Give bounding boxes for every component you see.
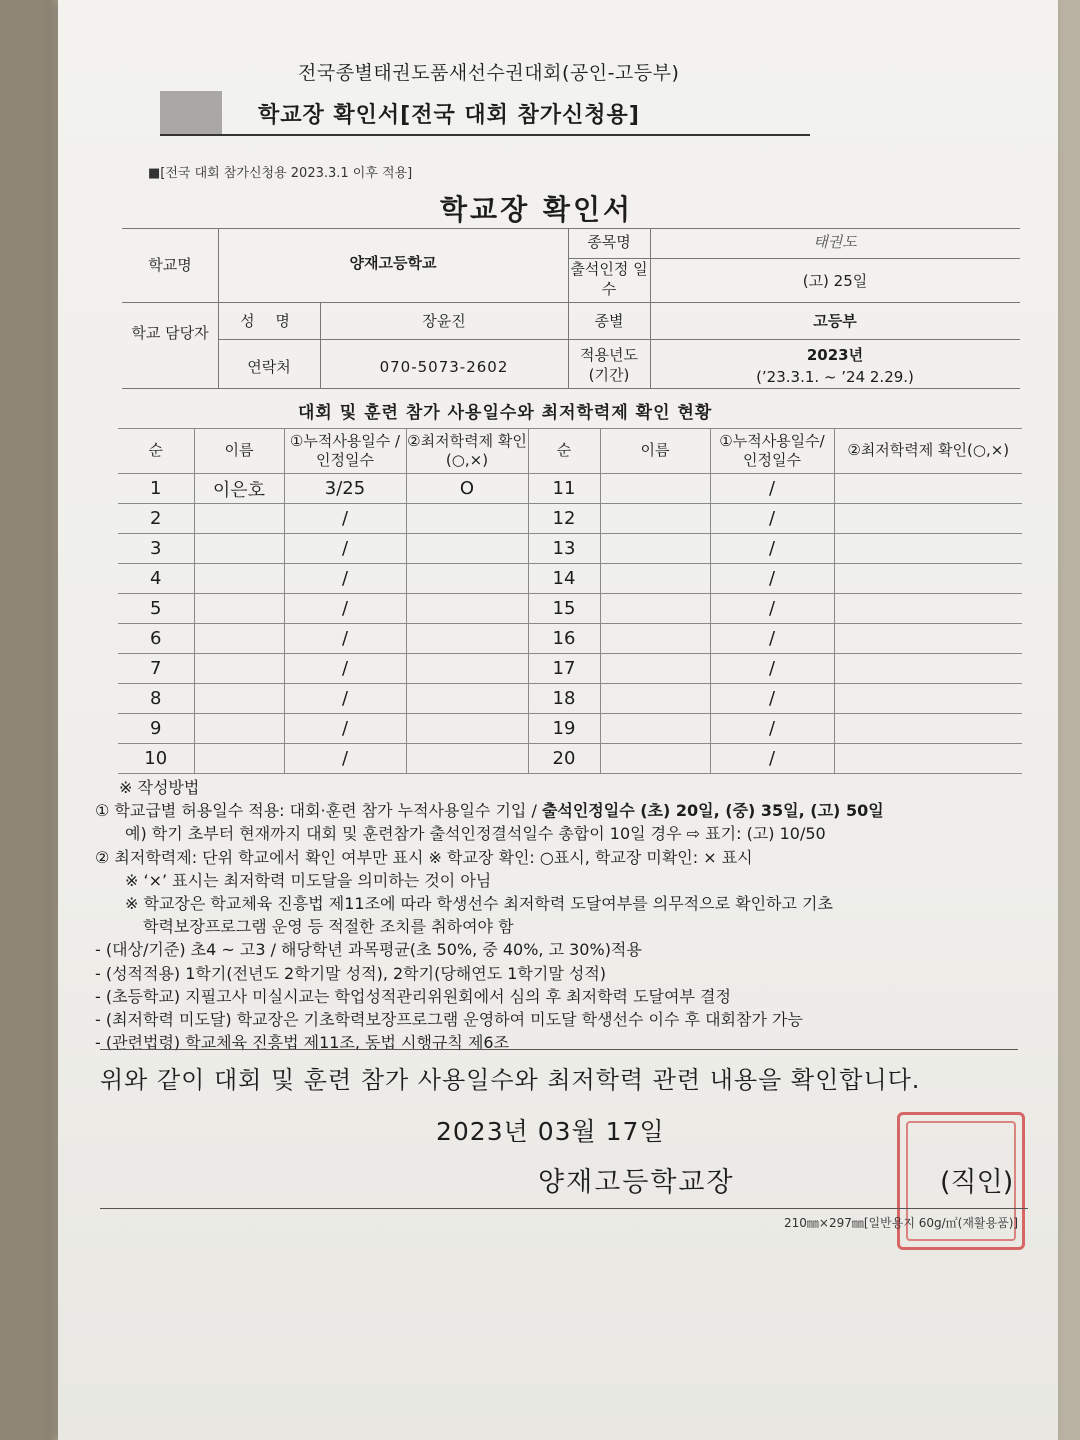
academic-check-right [834,744,1022,774]
athlete-name-right [600,474,710,504]
roster-header-row [118,429,1022,474]
academic-check-right [834,504,1022,534]
row-number-left: 2 [118,504,194,534]
table-row [118,714,1022,744]
athlete-name-left [194,744,284,774]
detail-1: - (대상/기준) 초4 ~ 고3 / 해당학년 과목평균(초 50%, 중 40%, 고 30%)적용 [95,940,642,960]
notes-divider [100,1049,1018,1050]
notice-line: ■[전국 대회 참가신청용 2023.3.1 이후 적용] [148,166,413,181]
used-days-left: / [284,594,406,624]
academic-check-right [834,594,1022,624]
detail-2: - (성적적용) 1학기(전년도 2학기말 성적), 2학기(당해연도 1학기말 성적) [95,963,607,983]
academic-check-right [834,654,1022,684]
seal-label: (직인) [940,1167,1014,1198]
row-number-left: 9 [118,714,194,744]
header-days-1: ①누적사용일수 /인정일수 [284,429,406,474]
confirmation-statement: 위와 같이 대회 및 훈련 참가 사용일수와 최저학력 관련 내용을 확인합니다. [100,1066,921,1094]
athlete-name-left [194,654,284,684]
academic-check-right [834,474,1022,504]
event-value: 태권도 [813,233,857,251]
athlete-name-left [194,534,284,564]
header-name-1: 이름 [194,429,284,474]
athlete-name-right [600,624,710,654]
year-value: 2023년 [806,346,864,364]
note-1c: 예) 학기 초부터 현재까지 대회 및 훈련참가 출석인정결석일수 총합이 10일 경우 ⇨ 표기: (고) 10/50 [125,824,826,844]
used-days-left: / [284,744,406,774]
name-value: 장윤진 [422,312,466,330]
row-number-right: 20 [528,744,600,774]
division-value: 고등부 [813,312,857,330]
row-number-right: 18 [528,684,600,714]
note-1a: ① 학교급별 허용일수 적용: 대회·훈련 참가 누적사용일수 기입 / [95,801,542,821]
row-number-left: 8 [118,684,194,714]
note-3: ※ ‘×’ 표시는 최저학력 미도달을 의미하는 것이 아님 [125,870,492,890]
note-1b: 출석인정일수 (초) 20일, (중) 35일, (고) 50일 [541,801,884,821]
competition-title: 전국종별태권도품새선수권대회(공인-고등부) [298,62,680,84]
academic-check-left: O [406,474,528,504]
row-number-left: 7 [118,654,194,684]
detail-5: - (관련법령) 학교체육 진흥법 제11조, 동법 시행규칙 제6조 [95,1033,510,1053]
header-name-2: 이름 [600,429,710,474]
used-days-right: / [710,534,834,564]
table-row [118,564,1022,594]
used-days-right: / [710,594,834,624]
note-4b: 학력보장프로그램 운영 등 적절한 조치를 취하여야 함 [143,917,514,937]
academic-check-right [834,714,1022,744]
athlete-name-right [600,504,710,534]
row-number-left: 4 [118,564,194,594]
header-no-2: 순 [528,429,600,474]
school-name-value: 양재고등학교 [349,254,437,272]
note-4a: ※ 학교장은 학교체육 진흥법 제11조에 따라 학생선수 최저학력 도달여부를 의무적으로 확인하고 기초 [125,894,833,914]
issue-date: 2023년 03월 17일 [436,1117,665,1146]
athlete-name-right [600,684,710,714]
row-number-left: 10 [118,744,194,774]
academic-check-left [406,744,528,774]
table-row [118,594,1022,624]
academic-check-left [406,714,528,744]
academic-check-right [834,534,1022,564]
academic-check-right [834,564,1022,594]
contact-person-label: 학교 담당자 [131,324,209,342]
athlete-name-left [194,714,284,744]
athlete-name-left [194,624,284,654]
used-days-right: / [710,654,834,684]
academic-check-left [406,594,528,624]
notes-heading: ※ 작성방법 [119,778,200,797]
row-number-left: 3 [118,534,194,564]
header-check-2: ②최저학력제 확인(○,×) [834,429,1022,474]
form-number-box [160,91,222,135]
header-days-2: ①누적사용일수/ 인정일수 [710,429,834,474]
name-label: 성 명 [240,312,298,330]
used-days-right: / [710,714,834,744]
used-days-right: / [710,564,834,594]
row-number-right: 11 [528,474,600,504]
athlete-name-right [600,534,710,564]
table-row [118,504,1022,534]
used-days-right: / [710,474,834,504]
athlete-name-left [194,564,284,594]
roster-table [118,428,1022,774]
used-days-right: / [710,684,834,714]
academic-check-right [834,624,1022,654]
row-number-right: 19 [528,714,600,744]
table-row [118,534,1022,564]
section-title: 대회 및 훈련 참가 사용일수와 최저학력제 확인 현황 [298,403,713,423]
used-days-left: / [284,624,406,654]
used-days-left: 3/25 [284,474,406,504]
academic-check-left [406,534,528,564]
school-name-label: 학교명 [148,256,192,274]
used-days-left: / [284,684,406,714]
row-number-right: 15 [528,594,600,624]
used-days-left: / [284,714,406,744]
phone-value: 070-5073-2602 [379,358,509,376]
academic-check-left [406,504,528,534]
note-2: ② 최저학력제: 단위 학교에서 확인 여부만 표시 ※ 학교장 확인: ○표시, 학교장 미확인: × 표시 [95,847,753,867]
academic-check-left [406,564,528,594]
header-no-1: 순 [118,429,194,474]
paper-spec: 210㎜×297㎜[일반용지 60g/㎡(재활용품)] [784,1216,1019,1230]
athlete-name-left [194,684,284,714]
row-number-left: 1 [118,474,194,504]
form-subtitle: 학교장 확인서[전국 대회 참가신청용] [258,103,640,128]
phone-label: 연락처 [247,358,291,376]
academic-check-right [834,684,1022,714]
row-number-right: 13 [528,534,600,564]
athlete-name-right [600,594,710,624]
table-row [118,654,1022,684]
header-check-1: ②최저학력제 확인(○,×) [406,429,528,474]
row-number-right: 14 [528,564,600,594]
athlete-name-right [600,654,710,684]
athlete-name-left [194,504,284,534]
used-days-left: / [284,654,406,684]
academic-check-left [406,654,528,684]
athlete-name-right [600,714,710,744]
used-days-left: / [284,504,406,534]
row-number-right: 12 [528,504,600,534]
used-days-left: / [284,534,406,564]
used-days-left: / [284,564,406,594]
event-label: 종목명 [587,233,631,251]
academic-check-left [406,624,528,654]
academic-check-left [406,684,528,714]
attendance-label: 출석인정 일수 [570,260,648,298]
table-row [118,474,1022,504]
used-days-right: / [710,744,834,774]
year-label: 적용년도 (기간) [580,346,638,384]
athlete-name-left: 이은호 [194,474,284,504]
athlete-name-right [600,744,710,774]
table-row [118,684,1022,714]
detail-3: - (초등학교) 지필고사 미실시교는 학업성적관리위원회에서 심의 후 최저학력 도달여부 결정 [95,986,731,1006]
principal-title: 양재고등학교장 [538,1167,735,1198]
instructions [95,776,1025,1054]
period-value: (’23.3.1. ~ ’24 2.29.) [756,368,914,386]
row-number-right: 17 [528,654,600,684]
used-days-right: / [710,504,834,534]
bottom-divider [100,1208,1028,1209]
header-divider [160,134,810,136]
used-days-right: / [710,624,834,654]
row-number-left: 5 [118,594,194,624]
athlete-name-left [194,594,284,624]
row-number-right: 16 [528,624,600,654]
athlete-name-right [600,564,710,594]
document-title: 학교장 확인서 [440,193,634,226]
attendance-value: (고) 25일 [802,272,868,290]
division-label: 종별 [594,312,624,330]
table-row [118,744,1022,774]
row-number-left: 6 [118,624,194,654]
table-row [118,624,1022,654]
detail-4: - (최저학력 미도달) 학교장은 기초학력보장프로그램 운영하여 미도달 학생선수 이수 후 대회참가 가능 [95,1010,803,1030]
